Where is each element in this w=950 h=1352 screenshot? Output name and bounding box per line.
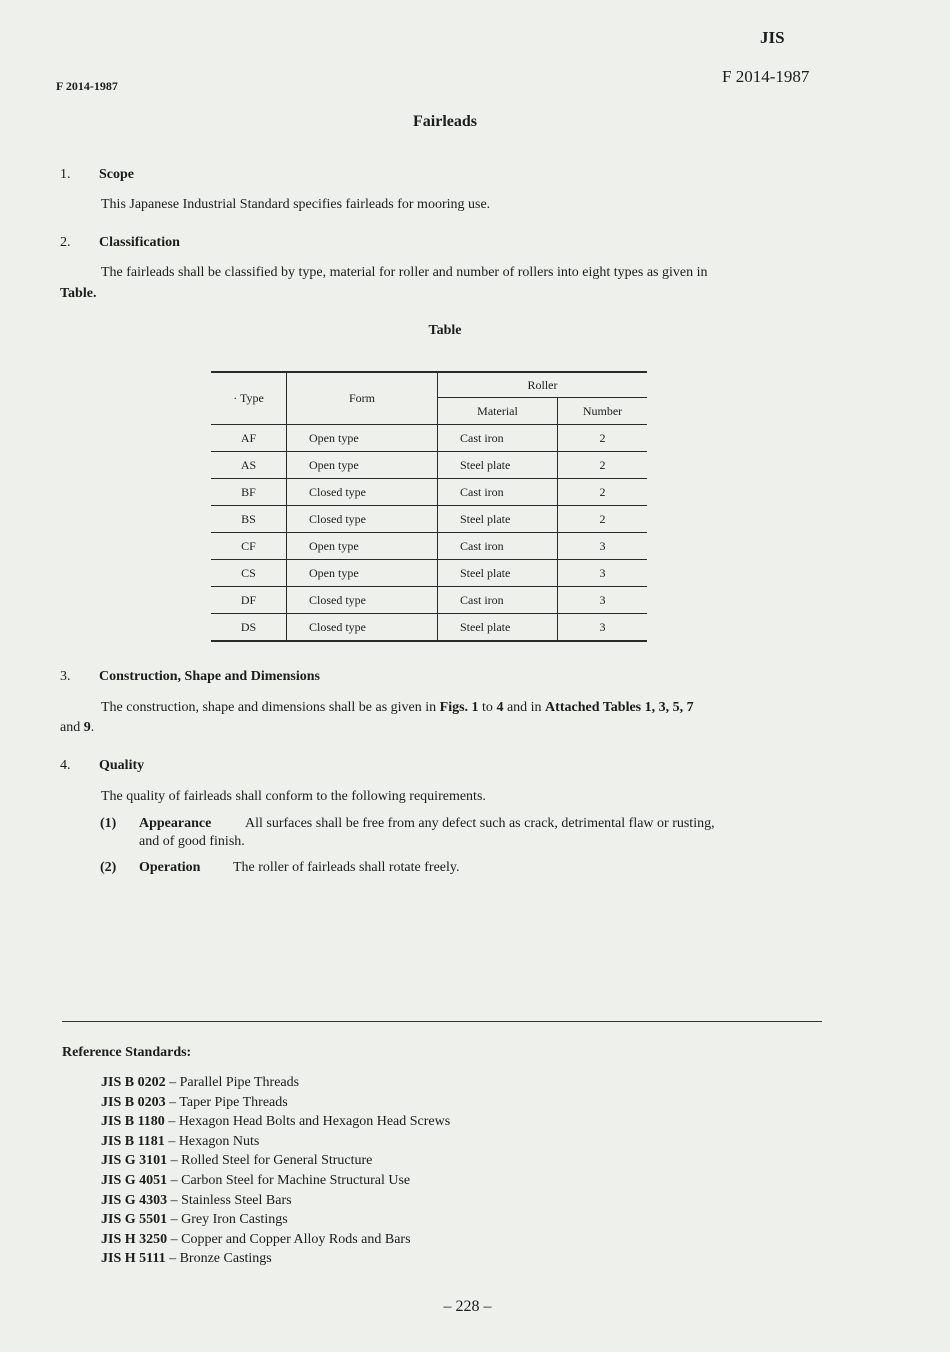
quality-item-1-number: (1): [100, 816, 117, 831]
header-number: Number: [558, 398, 648, 425]
quality-item-2-title: Operation: [139, 860, 201, 875]
cell-form: Closed type: [287, 614, 438, 642]
list-item: JIS B 0202 – Parallel Pipe Threads: [101, 1075, 300, 1090]
header-type: · Type: [211, 372, 287, 425]
section-1-heading: Scope: [99, 167, 134, 182]
list-item: JIS H 3250 – Copper and Copper Alloy Rods and Bars: [101, 1231, 411, 1247]
divider-line: [62, 1021, 822, 1022]
cell-number: 2: [558, 479, 648, 506]
reference-standards-list: [101, 1073, 450, 1269]
cell-form: Closed type: [287, 587, 438, 614]
cell-number: 3: [558, 560, 648, 587]
cell-type: CF: [211, 533, 287, 560]
table-row: [211, 479, 647, 506]
cell-form: Open type: [287, 533, 438, 560]
page-title: Fairleads: [413, 113, 477, 130]
header-roller: Roller: [438, 372, 648, 398]
section-2-text-line2: Table.: [60, 286, 97, 301]
page-number: – 228 –: [443, 1298, 492, 1315]
section-1-text: This Japanese Industrial Standard specifies fairleads for mooring use.: [101, 197, 491, 212]
list-item: JIS B 1181 – Hexagon Nuts: [101, 1133, 260, 1149]
section-3-text-line1: The construction, shape and dimensions shall be as given in Figs. 1 to 4 and in Attached Tables 1, 3, 5, 7: [101, 700, 694, 715]
cell-material: Steel plate: [438, 614, 558, 642]
cell-form: Open type: [287, 425, 438, 452]
cell-number: 2: [558, 425, 648, 452]
list-item: JIS B 0203 – Taper Pipe Threads: [101, 1094, 288, 1110]
cell-type: DF: [211, 587, 287, 614]
list-item: JIS H 5111 – Bronze Castings: [101, 1251, 272, 1267]
header-form: Form: [287, 372, 438, 425]
cell-form: Open type: [287, 560, 438, 587]
section-3-heading: Construction, Shape and Dimensions: [99, 669, 320, 684]
table-row: [211, 614, 647, 642]
cell-material: Steel plate: [438, 560, 558, 587]
reference-standards-title: Reference Standards:: [62, 1045, 192, 1060]
list-item: JIS B 1180 – Hexagon Head Bolts and Hexagon Head Screws: [101, 1114, 451, 1130]
cell-type: BS: [211, 506, 287, 533]
cell-number: 3: [558, 614, 648, 642]
quality-item-1-text: All surfaces shall be free from any defect such as crack, detrimental flaw or rusting,: [245, 816, 715, 831]
table-row: [211, 425, 647, 452]
quality-item-1-title: Appearance: [139, 816, 212, 831]
section-2-heading: Classification: [99, 235, 180, 250]
list-item: JIS G 3101 – Rolled Steel for General Structure: [101, 1153, 373, 1169]
section-2-number: 2.: [60, 235, 71, 250]
cell-material: Cast iron: [438, 425, 558, 452]
cell-material: Cast iron: [438, 587, 558, 614]
cell-material: Steel plate: [438, 506, 558, 533]
table-row: [211, 533, 647, 560]
cell-material: Cast iron: [438, 533, 558, 560]
jis-mark: JIS: [760, 28, 785, 47]
section-4-number: 4.: [60, 758, 71, 773]
list-item: JIS G 4051 – Carbon Steel for Machine Structural Use: [101, 1172, 411, 1188]
section-3-number: 3.: [60, 669, 71, 684]
list-item: JIS G 4303 – Stainless Steel Bars: [101, 1192, 292, 1208]
cell-form: Closed type: [287, 506, 438, 533]
cell-form: Closed type: [287, 479, 438, 506]
cell-type: AS: [211, 452, 287, 479]
header-material: Material: [438, 398, 558, 425]
section-1-number: 1.: [60, 167, 71, 182]
table-caption: Table: [428, 323, 462, 338]
cell-type: CS: [211, 560, 287, 587]
table-row: [211, 560, 647, 587]
cell-number: 3: [558, 587, 648, 614]
section-4-heading: Quality: [99, 758, 145, 773]
cell-type: BF: [211, 479, 287, 506]
cell-number: 2: [558, 452, 648, 479]
list-item: JIS G 5501 – Grey Iron Castings: [101, 1212, 288, 1228]
section-2-text-line1: The fairleads shall be classified by type, material for roller and number of rollers into eight types as given in: [101, 265, 708, 280]
standard-number-right: F 2014-1987: [722, 67, 810, 86]
standard-number-left: F 2014-1987: [56, 79, 118, 93]
cell-number: 2: [558, 506, 648, 533]
section-4-intro: The quality of fairleads shall conform to the following requirements.: [101, 789, 486, 804]
section-3-text-line2: and 9.: [60, 720, 95, 735]
table-row: [211, 452, 647, 479]
quality-item-2-text: The roller of fairleads shall rotate freely.: [233, 860, 460, 875]
cell-number: 3: [558, 533, 648, 560]
cell-form: Open type: [287, 452, 438, 479]
fairlead-types-table: [211, 371, 647, 642]
quality-item-2-number: (2): [100, 860, 117, 875]
cell-type: DS: [211, 614, 287, 642]
quality-item-1-text-line2: and of good finish.: [139, 834, 245, 849]
table-row: [211, 506, 647, 533]
cell-material: Cast iron: [438, 479, 558, 506]
cell-material: Steel plate: [438, 452, 558, 479]
cell-type: AF: [211, 425, 287, 452]
table-row: [211, 587, 647, 614]
